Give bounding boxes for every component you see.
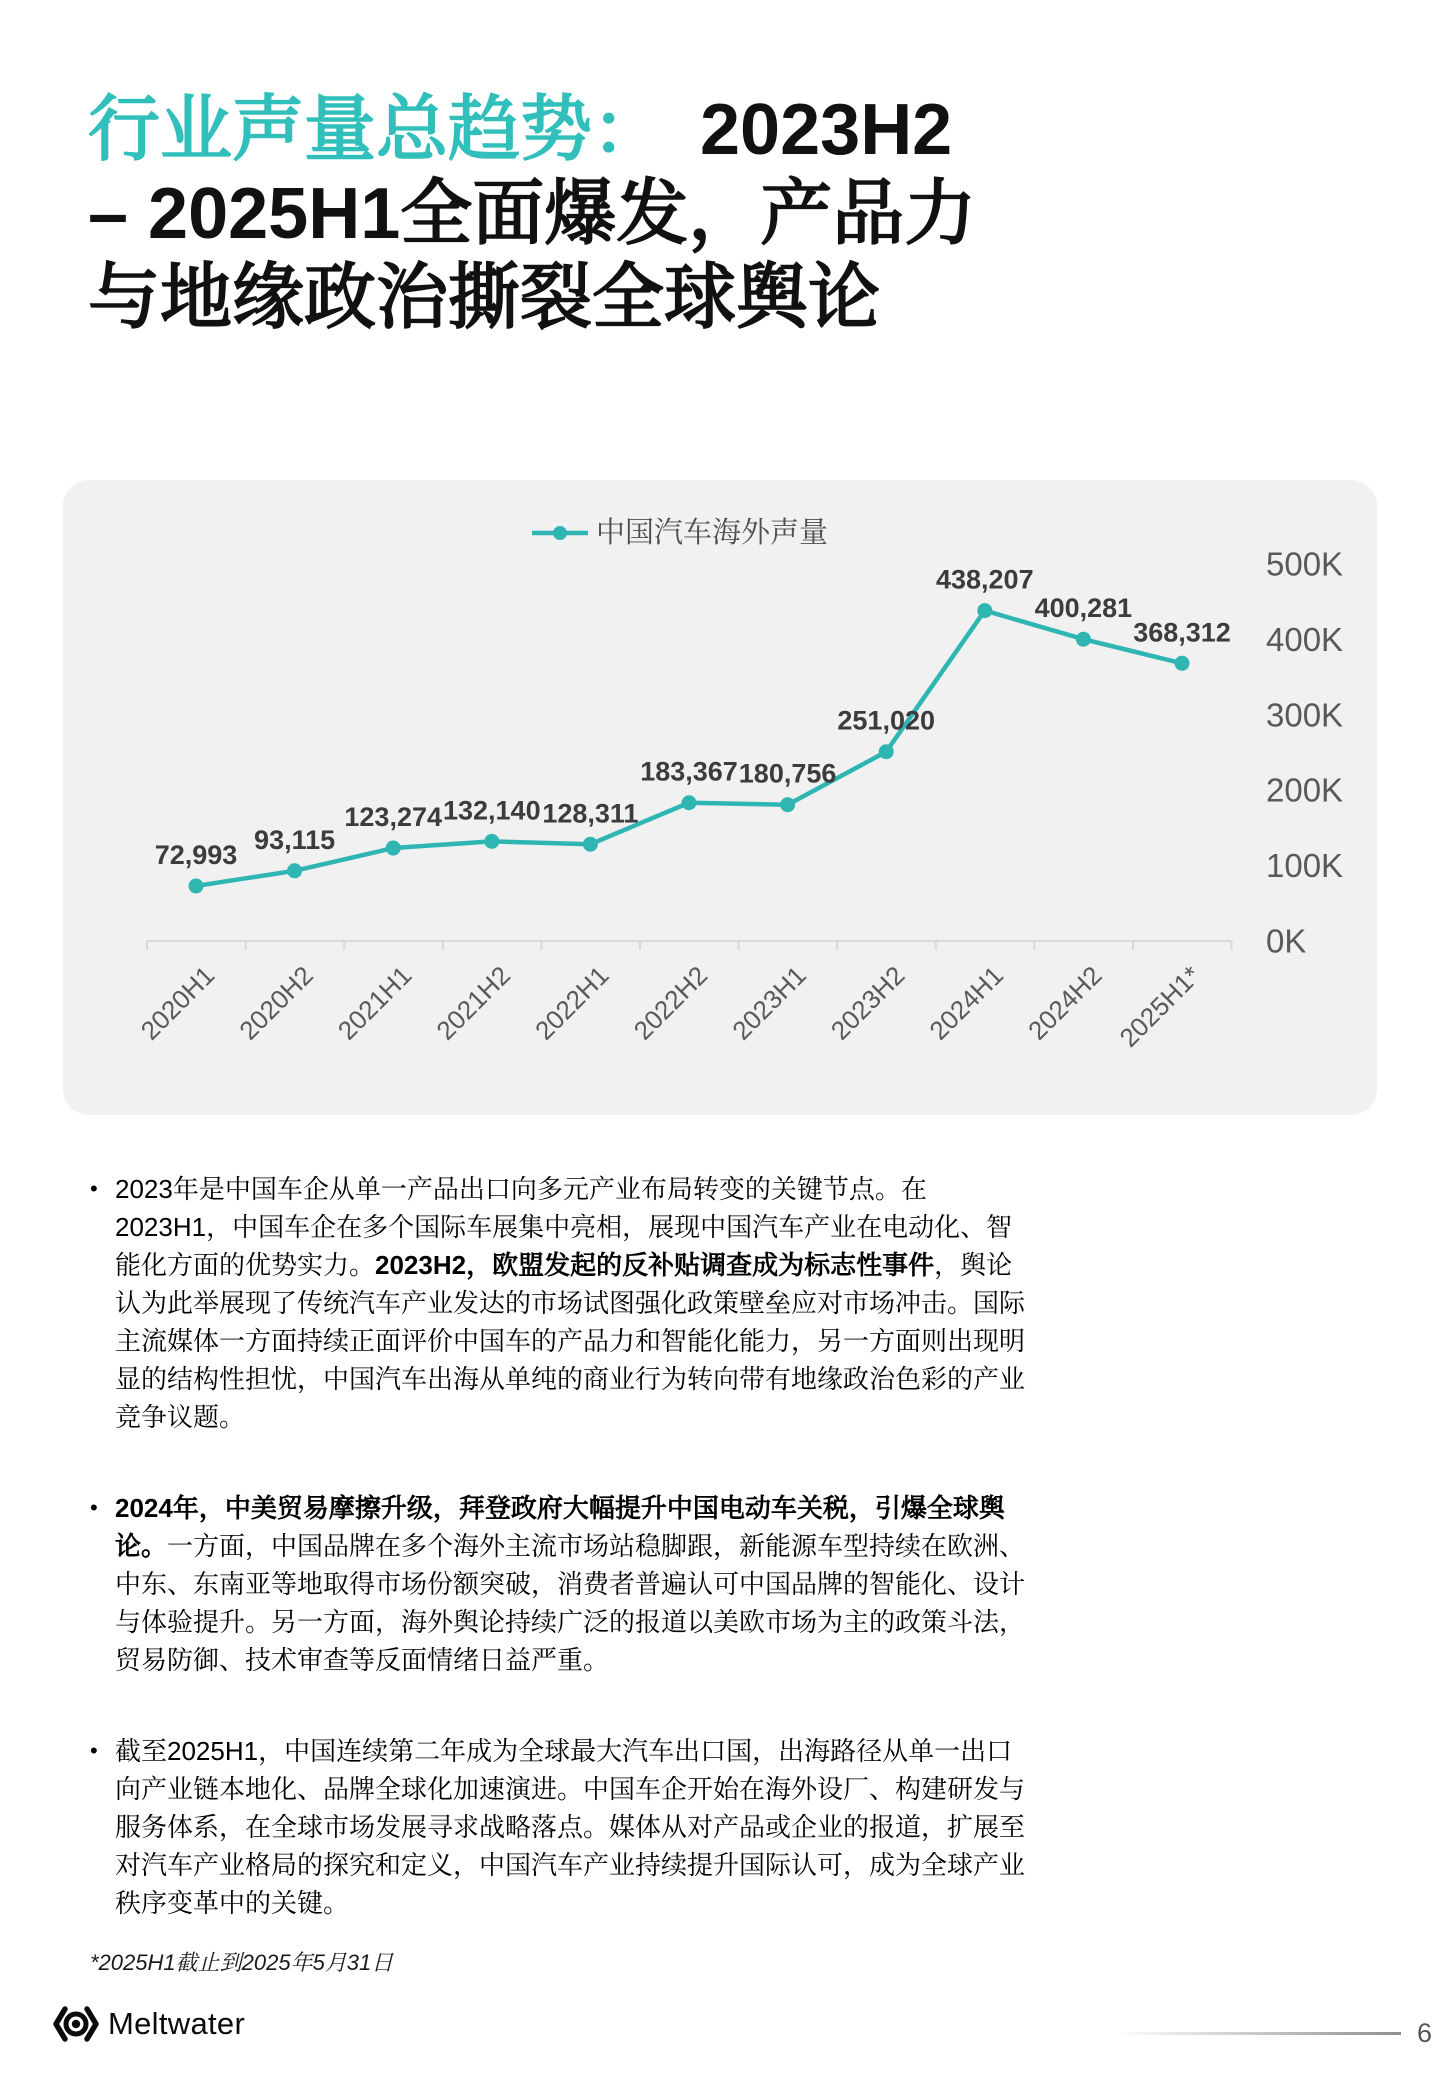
bullet-marker: • [90, 1176, 98, 1201]
bullet-list [88, 1170, 1028, 1975]
bullet-item [88, 1170, 1028, 1436]
data-point-label: 128,311 [542, 798, 639, 829]
legend-label: 中国汽车海外声量 [596, 517, 829, 549]
data-point-label: 438,207 [935, 564, 1034, 595]
bullet-text-segment: 2023年是中国车企从单一产品出口向多元产业布局转变的关键节点。在2023H1，中国车企在多个国际车展集中亮相，展现中国汽车产业在电动化、智能化方面的优势实力。 [115, 1174, 1013, 1280]
data-point [583, 837, 598, 852]
bullet-text-segment: 2024年，中美贸易摩擦升级，拜登政府大幅提升中国电动车关税，引爆全球舆论。 [115, 1493, 1005, 1561]
x-axis-label: 2022H1 [529, 960, 615, 1046]
page-title-highlight: 行业声量总趋势： [88, 90, 629, 171]
data-point [189, 878, 204, 893]
footer-page [1115, 2018, 1432, 2049]
chart-footnote: *2025H1截止到2025年5月31日 [90, 1950, 394, 1975]
y-axis-label: 500K [1266, 545, 1344, 583]
y-axis-label: 0K [1266, 922, 1307, 960]
x-axis-label: 2024H2 [1022, 960, 1108, 1046]
bullet-item [88, 1732, 1028, 1922]
page-title [88, 88, 988, 340]
x-axis-label: 2021H1 [331, 960, 418, 1046]
bullet-text-segment: 截至2025H1，中国连续第二年成为全球最大汽车出口国，出海路径从单一出口向产业链本地化、品牌全球化加速演进。中国车企开始在海外设厂、构建研发与服务体系，在全球市场发展寻求战略落点。媒体从对产品或企业的报道，扩展至对汽车产业格局的探究和定义，中国汽车产业持续提升国际认可，成为全球产业秩序变革中的关键。 [115, 1736, 1026, 1918]
data-point [1076, 632, 1091, 647]
page-rule-divider [1115, 2032, 1401, 2035]
x-axis-label: 2024H1 [923, 960, 1010, 1046]
bullet-marker: • [90, 1738, 98, 1763]
x-axis-label: 2023H1 [726, 960, 812, 1046]
x-axis-label: 2023H2 [824, 960, 911, 1046]
data-point [780, 797, 795, 812]
data-point-label: 400,281 [1034, 593, 1133, 624]
y-axis-label: 300K [1266, 696, 1344, 734]
data-point-label: 180,756 [738, 758, 837, 789]
data-point [287, 863, 302, 878]
x-axis-label: 2025H1* [1113, 960, 1207, 1053]
data-point [977, 603, 992, 618]
trend-line [196, 611, 1182, 886]
bullet-text-segment: ，舆论认为此举展现了传统汽车产业发达的市场试图强化政策壁垒应对市场冲击。国际主流媒体一方面持续正面评价中国车的产品力和智能化能力，另一方面则出现明显的结构性担忧，中国汽车出海从单纯的商业行为转向带有地缘政治色彩的产业竞争议题。 [115, 1250, 1026, 1432]
data-point-label: 183,367 [640, 756, 738, 787]
y-axis-label: 100K [1266, 847, 1344, 885]
page-title-rest: 2023H2 – 2025H1全面爆发，产品力与地缘政治撕裂全球舆论 [88, 90, 977, 339]
data-point-label: 368,312 [1133, 617, 1231, 648]
legend-marker [553, 526, 567, 540]
data-point [1175, 656, 1190, 671]
data-point [484, 834, 499, 849]
bullet-item [88, 1489, 1028, 1679]
data-point-label: 123,274 [344, 802, 443, 833]
data-point-label: 72,993 [154, 839, 238, 870]
data-point [682, 795, 697, 810]
brand-name: Meltwater [108, 2006, 246, 2041]
trend-chart-card [63, 480, 1377, 1115]
data-point-label: 251,020 [837, 705, 936, 736]
x-axis-label: 2022H2 [627, 960, 714, 1046]
data-point-label: 93,115 [254, 824, 336, 855]
trend-line-chart [63, 480, 1377, 1115]
footer-brand [52, 2006, 245, 2042]
meltwater-logo-icon [52, 2006, 100, 2042]
data-point-label: 132,140 [442, 795, 541, 826]
bullet-text-segment: 2023H2，欧盟发起的反补贴调查成为标志性事件 [375, 1250, 935, 1280]
x-axis-label: 2021H2 [430, 960, 517, 1046]
bullet-text-segment: 一方面，中国品牌在多个海外主流市场站稳脚跟，新能源车型持续在欧洲、中东、东南亚等地取得市场份额突破，消费者普遍认可中国品牌的智能化、设计与体验提升。另一方面，海外舆论持续广泛的报道以美欧市场为主的政策斗法，贸易防御、技术审查等反面情绪日益严重。 [115, 1531, 1026, 1675]
data-point [386, 841, 401, 856]
y-axis-label: 400K [1266, 620, 1344, 658]
y-axis-label: 200K [1266, 771, 1344, 809]
x-axis-label: 2020H1 [134, 960, 221, 1046]
data-point [879, 744, 894, 759]
page-number: 6 [1416, 2018, 1432, 2048]
x-axis-label: 2020H2 [233, 960, 319, 1046]
bullet-marker: • [90, 1495, 98, 1520]
